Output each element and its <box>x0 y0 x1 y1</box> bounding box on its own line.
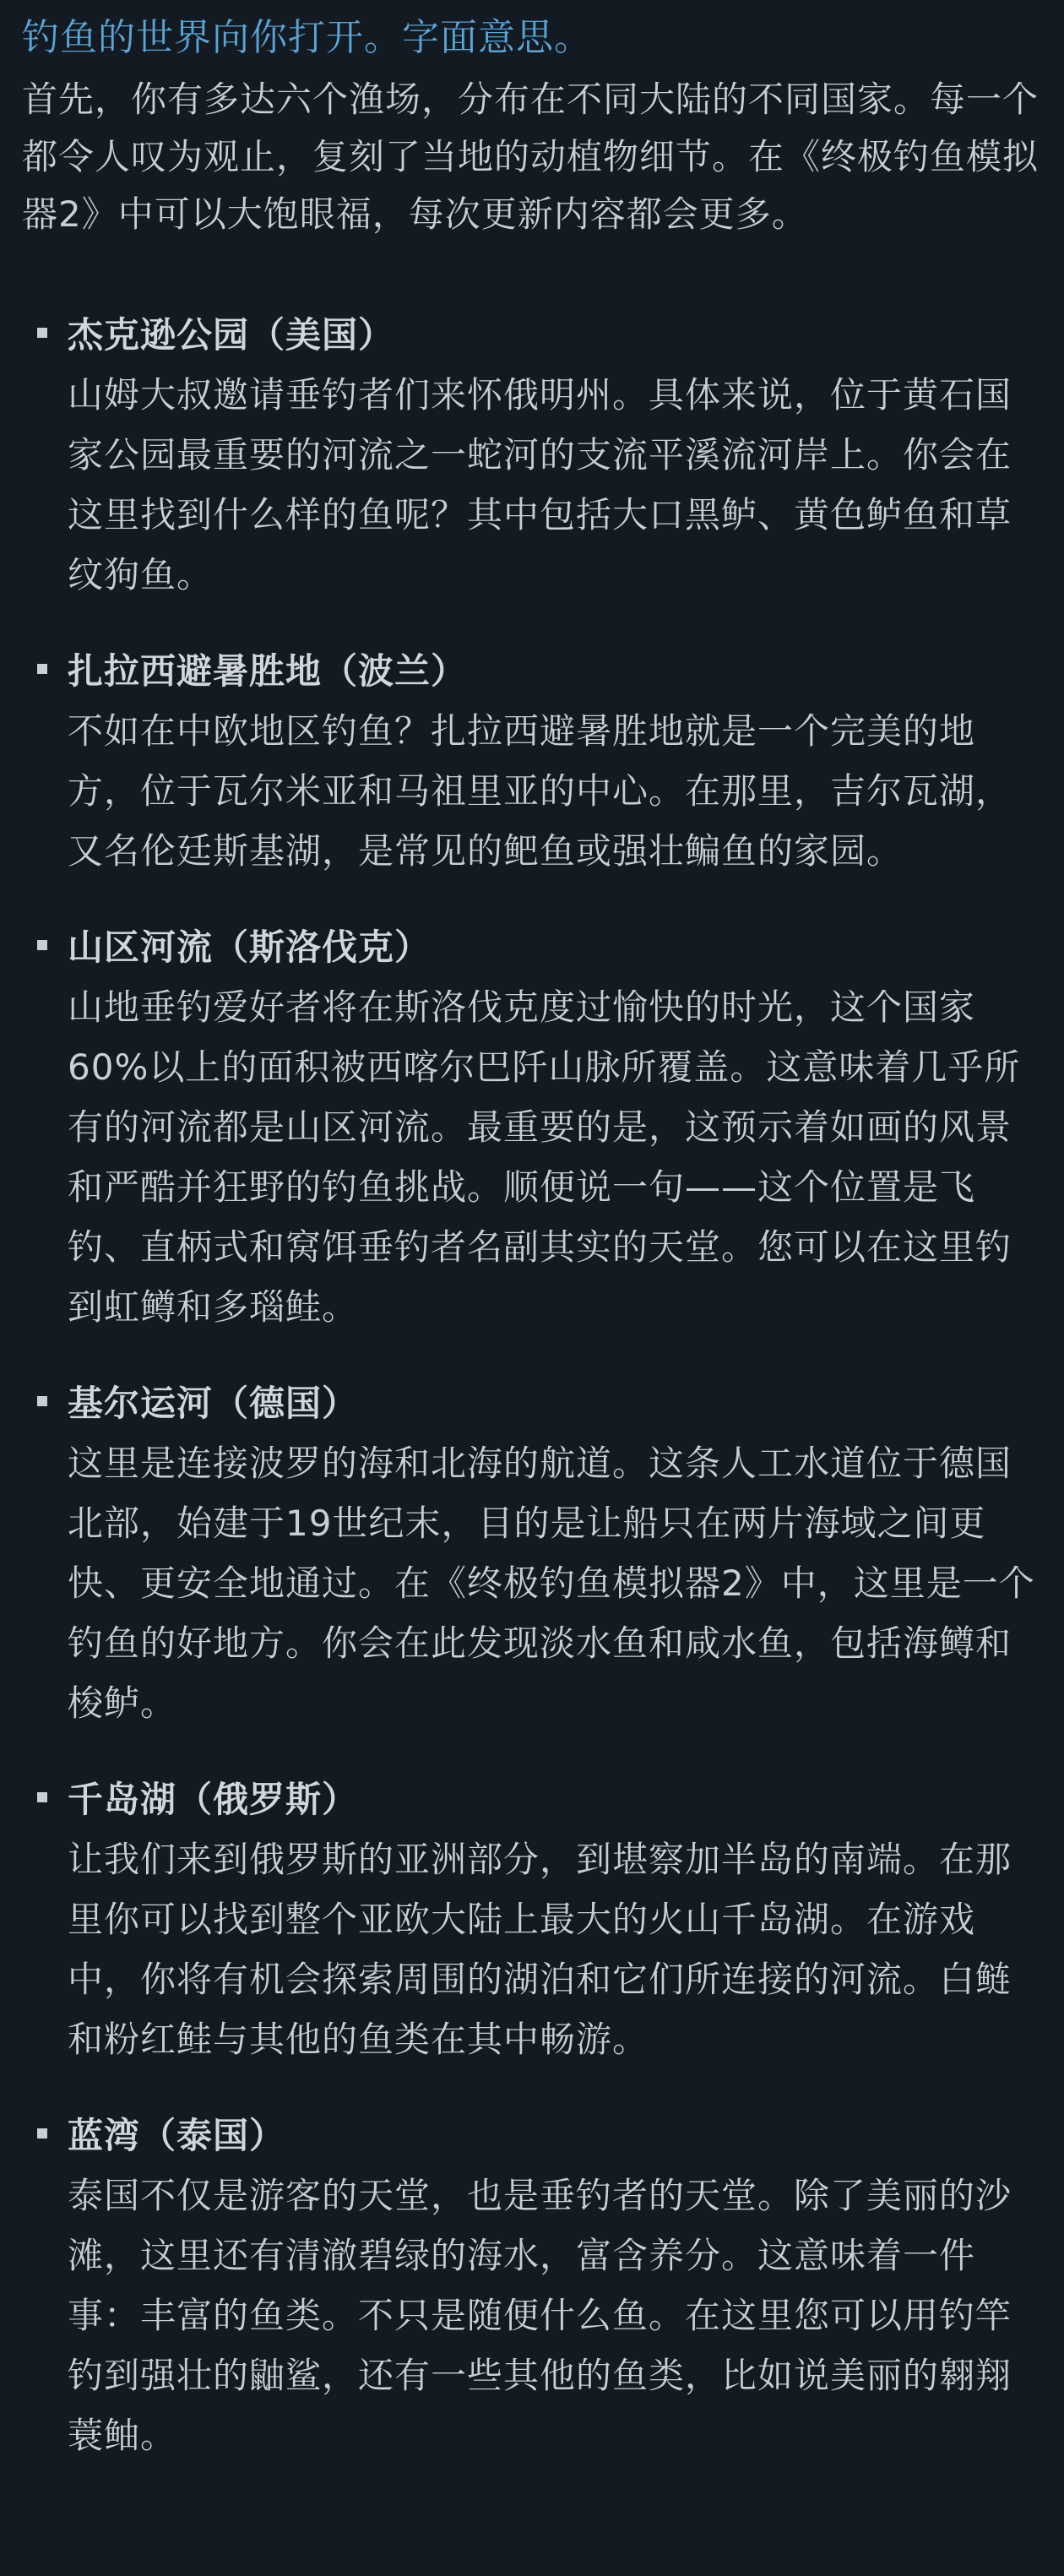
description-content <box>22 12 1047 2506</box>
list-item <box>22 1774 1047 2069</box>
location-description: 让我们来到俄罗斯的亚洲部分，到堪察加半岛的南端。在那里你可以找到整个亚欧大陆上最大的火山千岛湖。在游戏中，你将有机会探索周围的湖泊和它们所连接的河流。白鲢和粉红鲑与其他的鱼类在其中畅游。 <box>68 1839 1012 2060</box>
location-description: 山姆大叔邀请垂钓者们来怀俄明州。具体来说，位于黄石国家公园最重要的河流之一蛇河的支流平溪流河岸上。你会在这里找到什么样的鱼呢？其中包括大口黑鲈、黄色鲈鱼和草纹狗鱼。 <box>68 374 1012 595</box>
location-title: 杰克逊公园（美国） <box>68 314 395 356</box>
list-item <box>22 1378 1047 1733</box>
intro-paragraph: 首先，你有多达六个渔场，分布在不同大陆的不同国家。每一个都令人叹为观止，复刻了当地的动植物细节。在《终极钓鱼模拟器2》中可以大饱眼福，每次更新内容都会更多。 <box>22 79 1040 235</box>
list-item <box>22 921 1047 1337</box>
location-description: 这里是连接波罗的海和北海的航道。这条人工水道位于德国北部，始建于19世纪末，目的是让船只在两片海域之间更快、更安全地通过。在《终极钓鱼模拟器2》中，这里是一个钓鱼的好地方。你会在此发现淡水鱼和咸水鱼，包括海鳟和梭鲈。 <box>68 1443 1035 1724</box>
bullet-icon <box>37 2128 47 2139</box>
list-item <box>22 645 1047 881</box>
location-title: 蓝湾（泰国） <box>68 2115 286 2156</box>
location-title: 山区河流（斯洛伐克） <box>68 927 432 968</box>
location-description: 泰国不仅是游客的天堂，也是垂钓者的天堂。除了美丽的沙滩，这里还有清澈碧绿的海水，富含养分。这意味着一件事：丰富的鱼类。不只是随便什么鱼。在这里您可以用钓竿钓到强壮的鼬鲨，还有一些其他的鱼类，比如说美丽的翱翔蓑鲉。 <box>68 2175 1012 2456</box>
bullet-icon <box>37 1792 47 1802</box>
bullet-icon <box>37 1396 47 1406</box>
location-description: 不如在中欧地区钓鱼？扎拉西避暑胜地就是一个完美的地方，位于瓦尔米亚和马祖里亚的中心。在那里，吉尔瓦湖，又名伦廷斯基湖，是常见的鲃鱼或强壮鳊鱼的家园。 <box>68 710 1012 872</box>
list-item <box>22 2110 1047 2465</box>
list-item <box>22 309 1047 605</box>
bullet-icon <box>37 328 47 338</box>
section-heading: 钓鱼的世界向你打开。字面意思。 <box>22 16 592 59</box>
fishing-locations-list <box>22 309 1047 2465</box>
location-description: 山地垂钓爱好者将在斯洛伐克度过愉快的时光，这个国家60%以上的面积被西喀尔巴阡山脉所覆盖。这意味着几乎所有的河流都是山区河流。最重要的是，这预示着如画的风景和严酷并狂野的钓鱼挑战。顺便说一句——这个位置是飞钓、直柄式和窝饵垂钓者名副其实的天堂。您可以在这里钓到虹鳟和多瑙鲑。 <box>68 986 1021 1328</box>
location-title: 扎拉西避暑胜地（波兰） <box>68 650 468 692</box>
bullet-icon <box>37 664 47 674</box>
bullet-icon <box>37 940 47 950</box>
location-title: 千岛湖（俄罗斯） <box>68 1779 359 1820</box>
location-title: 基尔运河（德国） <box>68 1383 359 1424</box>
